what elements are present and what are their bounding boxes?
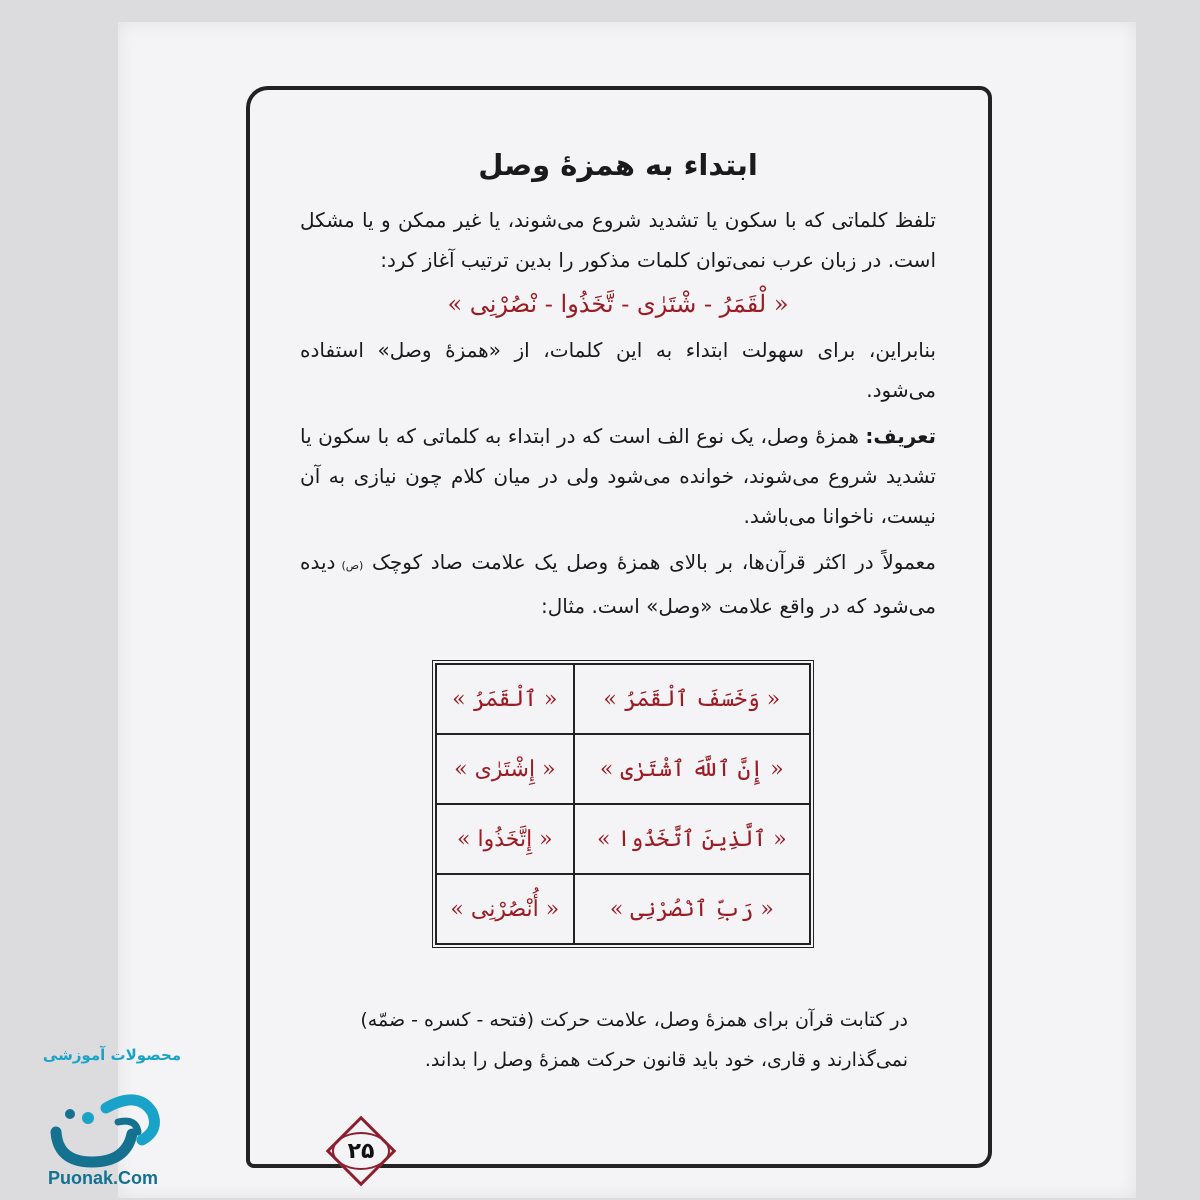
quran-example-line: « لْقَمَرُ - شْتَرٰى - تَّخَذُوا - نْصُرْنِى » <box>447 290 789 318</box>
table-row <box>436 874 810 944</box>
closing-paragraph: در کتابت قرآن برای همزهٔ وصل، علامت حرکت (فتحه - کسره - ضمّه) نمی‌گذارند و قاری، خود باید قانون حرکت همزهٔ وصل را بداند. <box>360 1009 908 1071</box>
brand-url: Puonak.Com <box>48 1168 159 1188</box>
sad-mark-paragraph <box>300 542 936 626</box>
brand-logo-icon <box>48 1078 168 1170</box>
page-content <box>300 140 936 626</box>
page-number: ۲۵ <box>347 1138 375 1164</box>
examples-table <box>432 660 814 948</box>
example-phrase: « ٱلَّذِينَ ٱتَّخَذُوا » <box>574 804 810 874</box>
table-row <box>436 664 810 734</box>
example-phrase: « رَبِّ ٱنْصُرْنِى » <box>574 874 810 944</box>
definition-paragraph <box>300 416 936 536</box>
example-phrase: « وَخَسَفَ ٱلْقَمَرُ » <box>574 664 810 734</box>
brand-tagline: محصولات آموزشی <box>42 1046 182 1064</box>
intro-paragraph: تلفظ کلماتی که با سکون یا تشدید شروع می‌شوند، یا غیر ممکن و یا مشکل است. در زبان عرب نمی‌توان کلمات مذکور را بدین ترتیب آغاز کرد: <box>300 208 936 272</box>
page-title: ابتداء به همزهٔ وصل <box>478 148 758 182</box>
brand-watermark <box>18 1042 186 1192</box>
example-word: « إِتَّخَذُوا » <box>436 804 574 874</box>
example-word: « إِشْتَرٰى » <box>436 734 574 804</box>
sad-mark-symbol: (ص) <box>341 559 364 572</box>
example-word: « ٱلْقَمَرُ » <box>436 664 574 734</box>
example-word: « أُنْصُرْنِى » <box>436 874 574 944</box>
page-number-badge <box>326 1120 396 1182</box>
table-row <box>436 804 810 874</box>
brand-name: پونک <box>107 1138 109 1139</box>
example-phrase: « إِنَّ ٱللَّهَ ٱشْتَرٰى » <box>574 734 810 804</box>
table-row <box>436 734 810 804</box>
definition-term: تعریف: <box>865 424 936 448</box>
hamza-usage-paragraph: بنابراین، برای سهولت ابتداء به این کلمات، از «همزهٔ وصل» استفاده می‌شود. <box>300 338 936 402</box>
sad-mark-text-a: معمولاً در اکثر قرآن‌ها، بر بالای همزهٔ وصل یک علامت صاد کوچک <box>372 550 936 574</box>
definition-text: همزهٔ وصل، یک نوع الف است که در ابتداء به کلماتی که با سکون یا تشدید شروع می‌شوند، خوانده می‌شود ولی در میان کلام چون نیازی به آن نیست، ناخوانا می‌باشد. <box>300 424 936 528</box>
sad-mark-text-b: دیده می‌شود که در واقع علامت «وصل» است. مثال: <box>300 550 936 618</box>
